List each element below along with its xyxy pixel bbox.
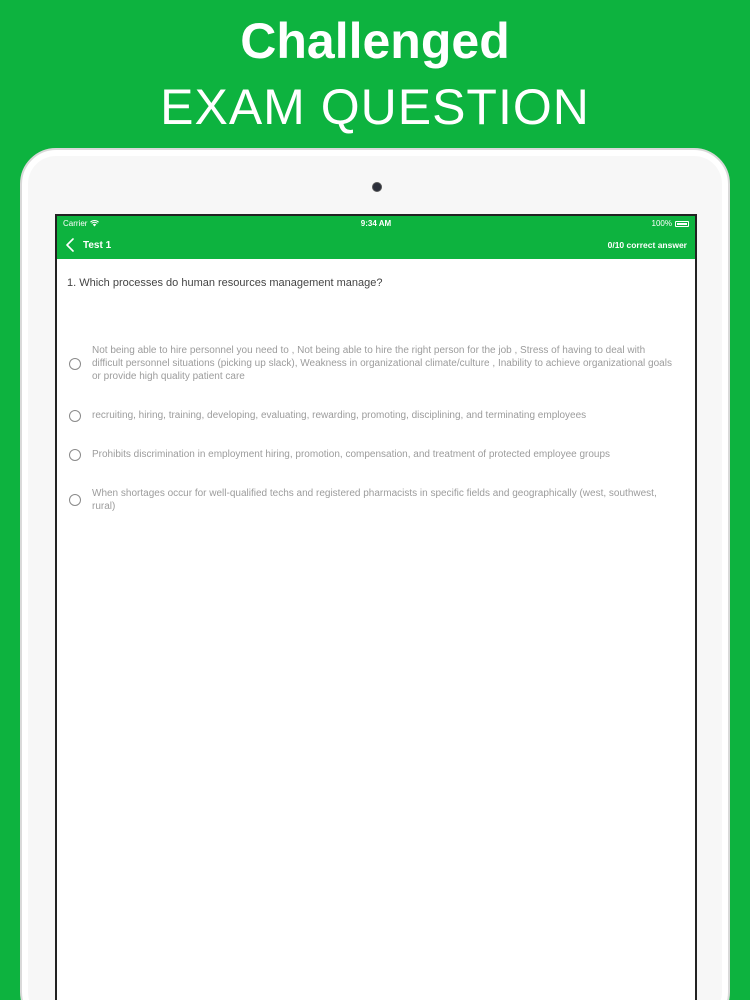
promo-subtitle: EXAM QUESTION	[160, 79, 590, 135]
score-label: 0/10 correct answer	[607, 240, 687, 250]
app-screen	[55, 214, 697, 1000]
carrier-label: Carrier	[63, 219, 88, 228]
radio-button[interactable]	[69, 494, 81, 506]
answer-option-3[interactable]	[69, 448, 677, 461]
camera-icon	[372, 182, 382, 192]
promo-title: Challenged	[240, 13, 510, 69]
battery-icon	[675, 221, 689, 227]
chevron-left-icon	[65, 238, 75, 252]
tablet-frame	[20, 148, 730, 1000]
radio-button[interactable]	[69, 449, 81, 461]
nav-title: Test 1	[83, 239, 112, 251]
answer-option-4[interactable]	[69, 487, 677, 513]
answer-option-label: When shortages occur for well-qualified techs and registered pharmacists in specific fields and geographically (west, southwest, rural)	[92, 488, 657, 512]
answer-option-1[interactable]	[69, 344, 677, 383]
question-text: 1. Which processes do human resources management manage?	[67, 277, 383, 289]
answer-options	[57, 344, 695, 513]
back-button[interactable]	[65, 238, 111, 252]
nav-bar	[57, 231, 695, 259]
status-bar	[57, 216, 695, 231]
answer-option-2[interactable]	[69, 409, 677, 422]
status-time: 9:34 AM	[360, 219, 392, 228]
answer-option-label: Prohibits discrimination in employment hiring, promotion, compensation, and treatment of protected employee groups	[92, 449, 611, 460]
answer-option-label: recruiting, hiring, training, developing, evaluating, rewarding, promoting, disciplining, and terminating employees	[92, 410, 587, 421]
radio-button[interactable]	[69, 410, 81, 422]
answer-option-label: Not being able to hire personnel you need to , Not being able to hire the right person for the job , Stress of having to deal with difficult personnel situations (picking up slack), Weakness in organizational climate/culture , Inability to achieve organizational goals or provide high quality patient care	[92, 345, 672, 382]
battery-percent: 100%	[651, 219, 672, 228]
radio-button[interactable]	[69, 358, 81, 370]
